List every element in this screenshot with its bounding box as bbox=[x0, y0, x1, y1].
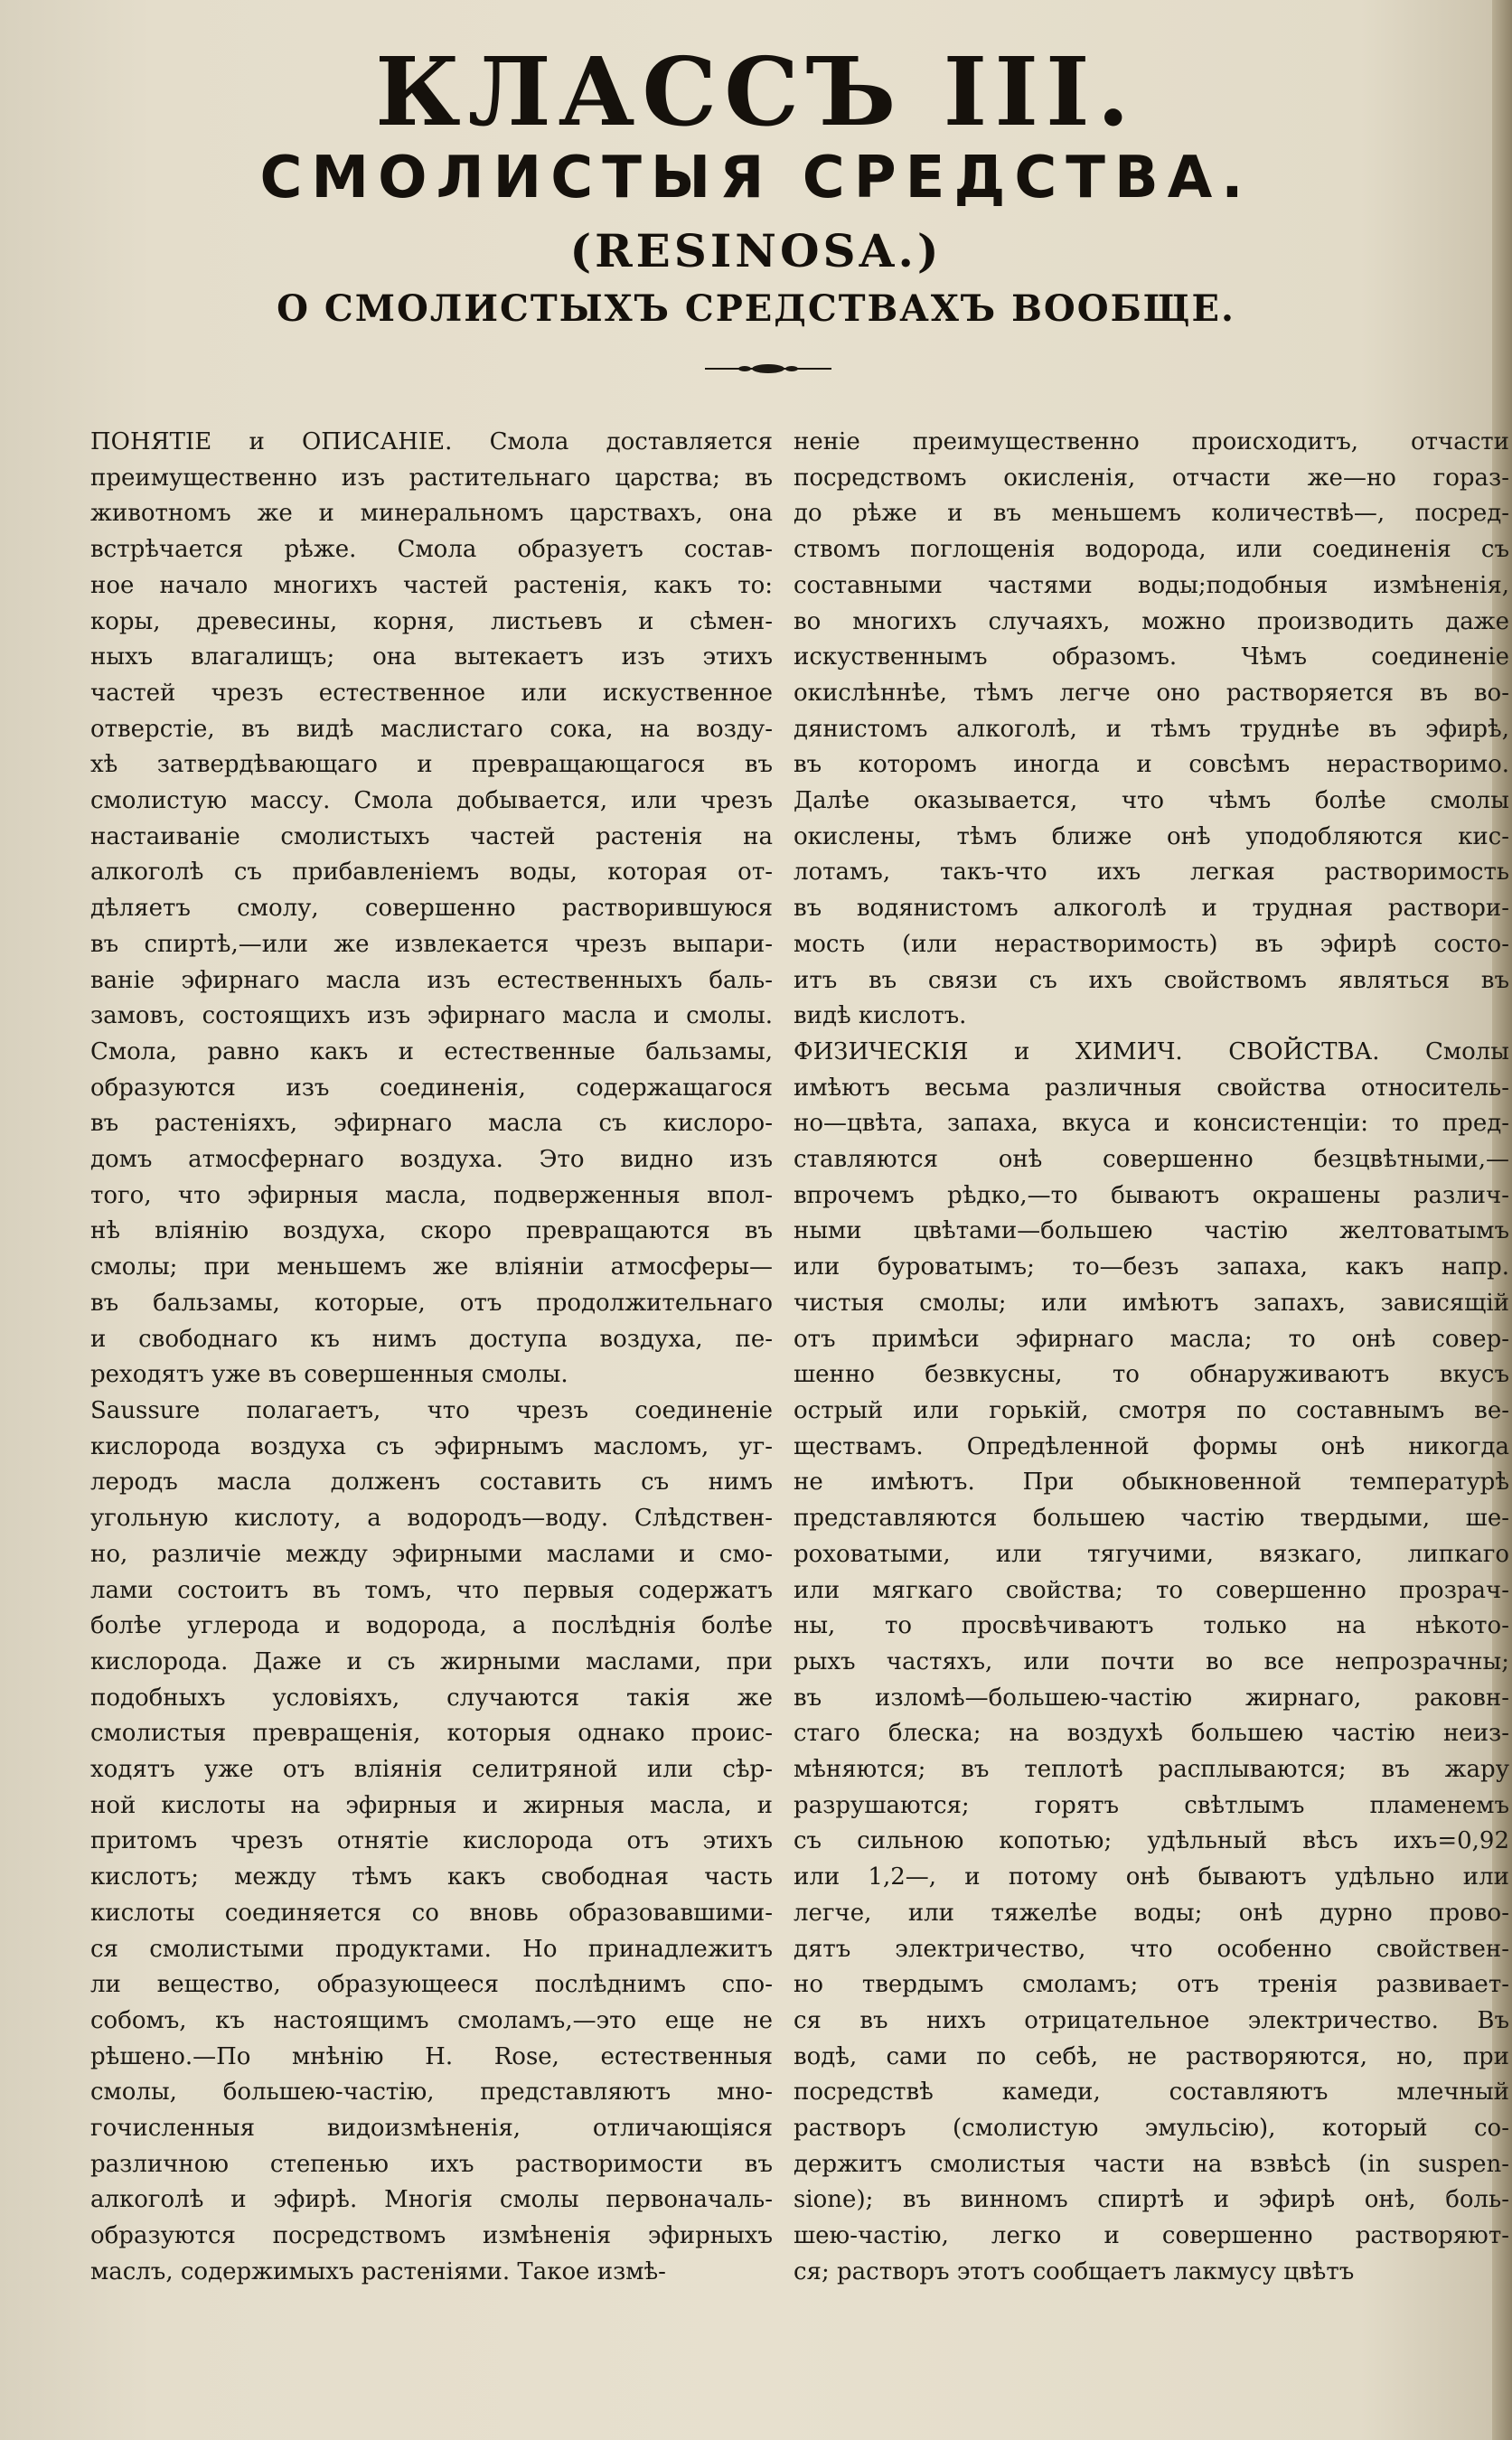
text-line: алкоголѣ и эфирѣ. Многія смолы первоначаль- bbox=[90, 2186, 773, 2214]
text-line: окислены, тѣмъ ближе онѣ уподобляются кис- bbox=[794, 822, 1509, 850]
text-line: искуственнымъ образомъ. Чѣмъ соединеніе bbox=[794, 643, 1509, 671]
text-line: ПОНЯТІЕ и ОПИСАНІЕ. Смола доставляется bbox=[90, 428, 773, 455]
text-line: кислотъ; между тѣмъ какъ свободная часть bbox=[90, 1863, 773, 1891]
text-line: дѣляетъ смолу, совершенно растворившуюся bbox=[90, 895, 773, 923]
text-line: частей чрезъ естественное или искуственное bbox=[90, 679, 773, 707]
text-line: ли вещество, образующееся послѣднимъ спо- bbox=[90, 1971, 773, 1999]
text-line: нѣ вліянію воздуха, скоро превращаются въ bbox=[90, 1217, 773, 1245]
text-line: ставляются онѣ совершенно безцвѣтными,— bbox=[794, 1146, 1509, 1174]
text-line: встрѣчается рѣже. Смола образуетъ состав- bbox=[90, 536, 773, 564]
text-line: смолистыя превращенія, которыя однако проис- bbox=[90, 1720, 773, 1748]
text-line: гочисленныя видоизмѣненія, отличающіяся bbox=[90, 2115, 773, 2143]
text-line: въ бальзамы, которые, отъ продолжительнаго bbox=[90, 1289, 773, 1317]
text-line: рыхъ частяхъ, или почти во все непрозрачны; bbox=[794, 1647, 1509, 1675]
text-line: до рѣже и въ меньшемъ количествѣ—, посред- bbox=[794, 500, 1509, 528]
text-line: дянистомъ алкоголѣ, и тѣмъ труднѣе въ эфирѣ, bbox=[794, 715, 1509, 743]
text-line: представляются большею частію твердыми, ше- bbox=[794, 1505, 1509, 1533]
latin-title: (RESINOSA.) bbox=[569, 224, 943, 277]
text-line: острый или горькій, смотря по составнымъ ве- bbox=[794, 1396, 1509, 1424]
text-line: посредствомъ окисленія, отчасти же—но гораз- bbox=[794, 464, 1509, 492]
text-line: леродъ масла долженъ составить съ нимъ bbox=[90, 1469, 773, 1497]
text-line: ны, то просвѣчиваютъ только на нѣкото- bbox=[794, 1612, 1509, 1640]
text-line: или мягкаго свойства; то совершенно прозрач- bbox=[794, 1576, 1509, 1604]
text-line: составными частями воды;подобныя измѣненія, bbox=[794, 571, 1509, 599]
text-line: Далѣе оказывается, что чѣмъ болѣе смолы bbox=[794, 787, 1509, 815]
text-line: ное начало многихъ частей растенія, какъ то: bbox=[90, 571, 773, 599]
left-text-column bbox=[90, 425, 773, 2291]
right-text-column bbox=[794, 425, 1509, 2291]
text-line: но, различіе между эфирными маслами и смо- bbox=[90, 1540, 773, 1568]
text-line: въ водянистомъ алкоголѣ и трудная раствори- bbox=[794, 895, 1509, 923]
text-line: маслъ, содержимыхъ растеніями. Такое измѣ- bbox=[90, 2257, 666, 2285]
text-line: угольную кислоту, а водородъ—воду. Слѣдствен- bbox=[90, 1505, 773, 1533]
text-line: не имѣютъ. При обыкновенной температурѣ bbox=[794, 1469, 1509, 1497]
text-line: держитъ смолистыя части на взвѣсѣ (in suspen- bbox=[794, 2150, 1509, 2178]
text-line: животномъ же и минеральномъ царствахъ, она bbox=[90, 500, 773, 528]
text-line: или 1,2—, и потому онѣ бываютъ удѣльно или bbox=[794, 1863, 1509, 1891]
section-title: О СМОЛИСТЫХЪ СРЕДСТВАХЪ ВООБЩЕ. bbox=[277, 287, 1235, 330]
text-line: видѣ кислотъ. bbox=[794, 1002, 967, 1030]
text-line: растворъ (смолистую эмульсію), который со- bbox=[794, 2115, 1509, 2143]
text-line: болѣе углерода и водорода, а послѣднія болѣе bbox=[90, 1612, 773, 1640]
text-line: sione); въ винномъ спиртѣ и эфирѣ онѣ, боль- bbox=[794, 2186, 1509, 2214]
text-line: ся смолистыми продуктами. Но принадлежитъ bbox=[90, 1935, 773, 1963]
text-line: дятъ электричество, что особенно свойствен- bbox=[794, 1935, 1509, 1963]
text-line: впрочемъ рѣдко,—то бываютъ окрашены различ- bbox=[794, 1181, 1509, 1209]
text-line: реходятъ уже въ совершенныя смолы. bbox=[90, 1361, 568, 1389]
text-line: Смола, равно какъ и естественные бальзамы, bbox=[90, 1037, 773, 1065]
text-line: шенно безвкусны, то обнаруживаютъ вкусъ bbox=[794, 1361, 1509, 1389]
text-line: во многихъ случаяхъ, можно производить даже bbox=[794, 607, 1509, 635]
text-line: ся въ нихъ отрицательное электричество. Въ bbox=[794, 2006, 1509, 2034]
text-line: въ спиртѣ,—или же извлекается чрезъ выпари- bbox=[90, 930, 773, 958]
text-line: ФИЗИЧЕСКІЯ и ХИМИЧ. СВОЙСТВА. Смолы bbox=[794, 1037, 1509, 1065]
text-line: отъ примѣси эфирнаго масла; то онѣ совер- bbox=[794, 1325, 1509, 1353]
text-line: кислорода. Даже и съ жирными маслами, при bbox=[90, 1647, 773, 1675]
text-line: алкоголѣ съ прибавленіемъ воды, которая от- bbox=[90, 859, 773, 887]
text-line: Saussure полагаетъ, что чрезъ соединеніе bbox=[90, 1396, 773, 1424]
text-line: ной кислоты на эфирныя и жирныя масла, и bbox=[90, 1791, 773, 1819]
text-line: ныхъ влагалищъ; она вытекаетъ изъ этихъ bbox=[90, 643, 773, 671]
text-line: кислорода воздуха съ эфирнымъ масломъ, уг- bbox=[90, 1432, 773, 1460]
text-line: домъ атмосфернаго воздуха. Это видно изъ bbox=[90, 1146, 773, 1174]
ornament-divider-icon bbox=[705, 361, 831, 376]
text-line: настаиваніе смолистыхъ частей растенія на bbox=[90, 822, 773, 850]
text-line: преимущественно изъ растительнаго царства; въ bbox=[90, 464, 773, 492]
text-line: кислоты соединяется со вновь образовавшими- bbox=[90, 1899, 773, 1927]
text-line: смолы; при меньшемъ же вліяніи атмосферы— bbox=[90, 1253, 773, 1281]
text-line: неніе преимущественно происходитъ, отчасти bbox=[794, 428, 1509, 455]
text-line: собомъ, къ настоящимъ смоламъ,—это еще не bbox=[90, 2006, 773, 2034]
text-line: замовъ, состоящихъ изъ эфирнаго масла и смолы. bbox=[90, 1002, 773, 1030]
text-line: или буроватымъ; то—безъ запаха, какъ напр. bbox=[794, 1253, 1509, 1281]
text-line: стаго блеска; на воздухѣ большею частію неиз- bbox=[794, 1720, 1509, 1748]
text-line: итъ въ связи съ ихъ свойствомъ являться въ bbox=[794, 966, 1509, 994]
text-line: чистыя смолы; или имѣютъ запахъ, зависящій bbox=[794, 1289, 1509, 1317]
class-title: КЛАССЪ III. bbox=[375, 36, 1137, 147]
text-line: ствомъ поглощенія водорода, или соединенія съ bbox=[794, 536, 1509, 564]
text-line: хѣ затвердѣвающаго и превращающагося въ bbox=[90, 751, 773, 779]
text-line: ваніе эфирнаго масла изъ естественныхъ баль- bbox=[90, 966, 773, 994]
text-line: съ сильною копотью; удѣльный вѣсъ ихъ=0,92 bbox=[794, 1827, 1509, 1855]
text-line: того, что эфирныя масла, подверженныя впол- bbox=[90, 1181, 773, 1209]
text-line: но твердымъ смоламъ; отъ тренія развивает- bbox=[794, 1971, 1509, 1999]
text-line: и свободнаго къ нимъ доступа воздуха, пе- bbox=[90, 1325, 773, 1353]
text-line: образуются изъ соединенія, содержащагося bbox=[90, 1074, 773, 1102]
chapter-subtitle: СМОЛИСТЫЯ СРЕДСТВА. bbox=[259, 145, 1253, 211]
text-line: отверстіе, въ видѣ маслистаго сока, на возду- bbox=[90, 715, 773, 743]
text-line: шею-частію, легко и совершенно растворяют- bbox=[794, 2222, 1509, 2250]
text-line: различною степенью ихъ растворимости въ bbox=[90, 2150, 773, 2178]
text-line: лами состоитъ въ томъ, что первыя содержатъ bbox=[90, 1576, 773, 1604]
text-line: смолистую массу. Смола добывается, или чрезъ bbox=[90, 787, 773, 815]
text-line: мѣняются; въ теплотѣ расплываются; въ жару bbox=[794, 1756, 1509, 1784]
text-line: ся; растворъ этотъ сообщаетъ лакмусу цвѣтъ bbox=[794, 2257, 1355, 2285]
text-line: имѣютъ весьма различныя свойства относитель- bbox=[794, 1074, 1509, 1102]
text-line: ными цвѣтами—большею частію желтоватымъ bbox=[794, 1217, 1509, 1245]
text-line: разрушаются; горятъ свѣтлымъ пламенемъ bbox=[794, 1791, 1509, 1819]
text-line: притомъ чрезъ отнятіе кислорода отъ этихъ bbox=[90, 1827, 773, 1855]
text-line: ществамъ. Опредѣленной формы онѣ никогда bbox=[794, 1432, 1509, 1460]
text-line: легче, или тяжелѣе воды; онѣ дурно прово- bbox=[794, 1899, 1509, 1927]
text-line: смолы, большею-частію, представляютъ мно- bbox=[90, 2079, 773, 2107]
text-line: ходятъ уже отъ вліянія селитряной или сѣр- bbox=[90, 1756, 773, 1784]
text-line: водѣ, сами по себѣ, не растворяются, но, при bbox=[794, 2042, 1509, 2070]
text-line: въ изломѣ—большею-частію жирнаго, раковн- bbox=[794, 1684, 1509, 1712]
text-line: но—цвѣта, запаха, вкуса и консистенціи: то пред- bbox=[794, 1110, 1509, 1138]
text-line: роховатыми, или тягучими, вязкаго, липкаго bbox=[794, 1540, 1509, 1568]
text-line: въ которомъ иногда и совсѣмъ нерастворимо. bbox=[794, 751, 1509, 779]
text-line: подобныхъ условіяхъ, случаются такія же bbox=[90, 1684, 773, 1712]
text-line: посредствѣ камеди, составляютъ млечный bbox=[794, 2079, 1509, 2107]
text-line: рѣшено.—По мнѣнію H. Rose, естественныя bbox=[90, 2042, 773, 2070]
text-line: окислѣннѣе, тѣмъ легче оно растворяется въ во- bbox=[794, 679, 1509, 707]
text-line: въ растеніяхъ, эфирнаго масла съ кислоро- bbox=[90, 1110, 773, 1138]
text-line: лотамъ, такъ-что ихъ легкая растворимость bbox=[794, 859, 1509, 887]
text-line: коры, древесины, корня, листьевъ и сѣмен- bbox=[90, 607, 773, 635]
text-line: образуются посредствомъ измѣненія эфирныхъ bbox=[90, 2222, 773, 2250]
text-line: мость (или нерастворимость) въ эфирѣ состо- bbox=[794, 930, 1509, 958]
